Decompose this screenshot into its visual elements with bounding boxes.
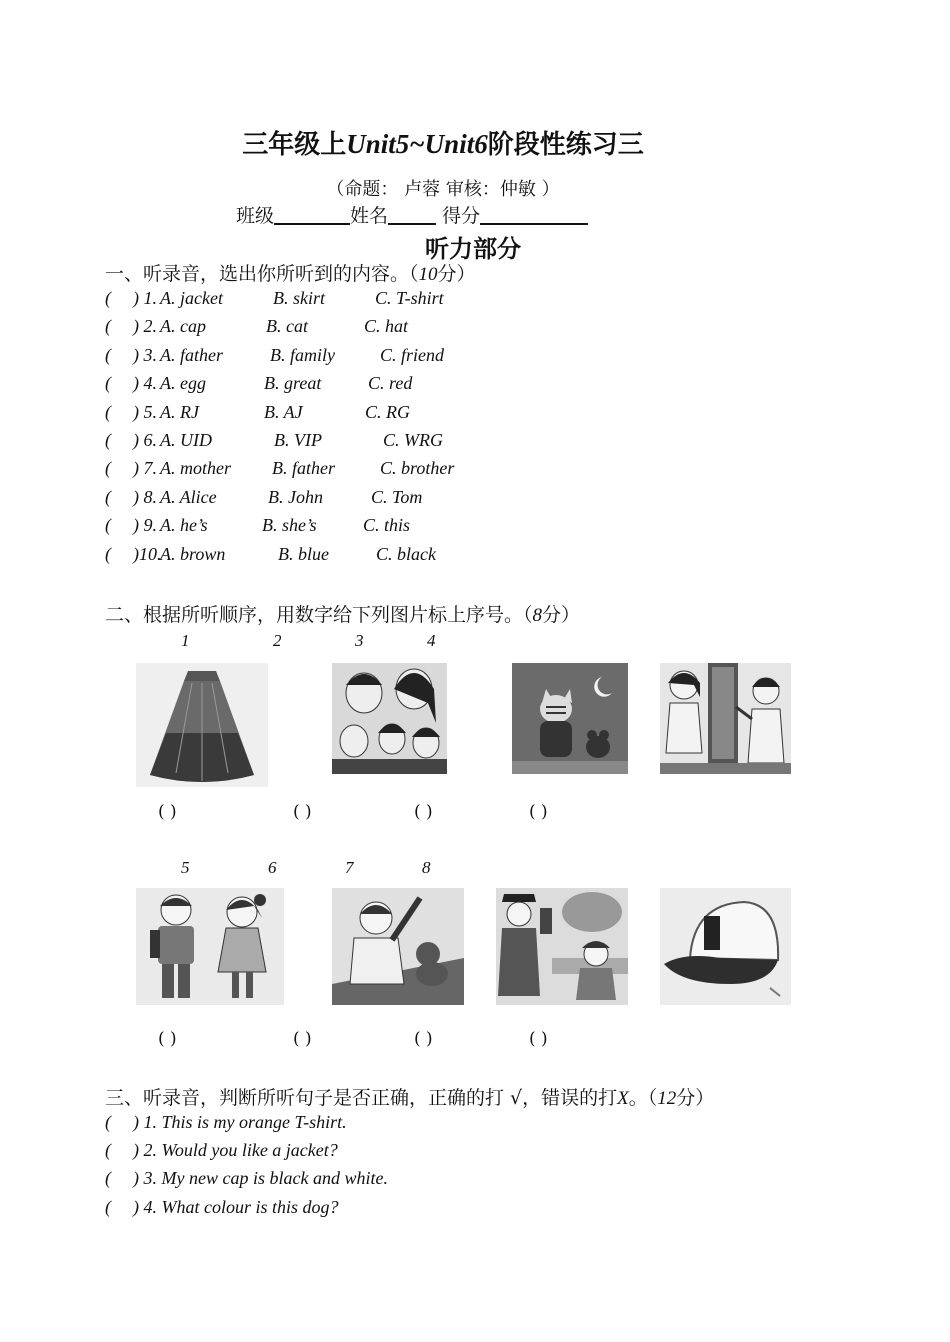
option-a: A. egg (160, 373, 206, 394)
option-b: B. family (270, 344, 335, 365)
answer-paren[interactable]: ( (105, 373, 111, 394)
option-c: C. this (363, 515, 411, 536)
skirt-picture (136, 663, 268, 787)
answer-paren[interactable]: ( (105, 288, 111, 308)
picture-number: 6 (268, 858, 277, 877)
picture-number: 7 (345, 858, 354, 877)
option-c: C. RG (365, 401, 410, 422)
answer-blank[interactable]: ( ) (414, 1029, 433, 1049)
name-blank[interactable] (388, 203, 436, 225)
section2-title: 二、根据所听顺序，用数字给下列图片标上序号。（8分） (105, 604, 581, 626)
question-number: ) 6. (133, 430, 157, 450)
answer-paren[interactable]: ( (105, 458, 111, 479)
question-number: ) 1. (133, 288, 157, 308)
option-a: A. Alice (160, 486, 217, 507)
page-title (0, 124, 886, 161)
picture-number: 8 (422, 858, 431, 877)
section1-title: 一、听录音，选出你所听到的内容。（10分） (105, 263, 476, 285)
option-c: C. hat (364, 316, 409, 337)
answer-paren[interactable]: ( (105, 344, 111, 365)
option-b: B. cat (266, 316, 308, 337)
title-suffix: 阶段性练习三 (487, 130, 644, 160)
people-greeting-icon (660, 663, 791, 774)
answer-blank[interactable]: ( ) (293, 802, 312, 822)
option-a: A. cap (160, 316, 206, 337)
option-b: B. VIP (274, 430, 322, 450)
question-number: ) 8. (133, 486, 157, 507)
answer-blank[interactable]: ( ) (293, 1029, 312, 1049)
sentence: ) 2. Would you like a jacket? (133, 1140, 338, 1160)
student-info-line (236, 201, 588, 228)
section3-score: 12 (657, 1088, 677, 1109)
question-number: ) 2. (133, 316, 157, 337)
option-a: A. mother (160, 458, 231, 479)
option-b: B. AJ (264, 401, 303, 422)
option-b: B. John (268, 486, 323, 507)
question-number: )10. (133, 543, 162, 564)
picture-number: 1 (181, 631, 190, 650)
answer-paren[interactable]: ( (105, 515, 111, 536)
listening-part-title: 听力部分 (425, 234, 521, 263)
option-b: B. blue (278, 543, 329, 564)
title-prefix: 三年级上 (242, 130, 347, 160)
man-and-boy-outdoors-picture (496, 888, 628, 1005)
option-c: C. T-shirt (375, 288, 444, 308)
score-label: 得分 (442, 205, 481, 227)
children-icon (136, 888, 284, 1005)
option-c: C. Tom (371, 486, 423, 507)
option-c: C. brother (380, 458, 455, 479)
cat-and-mouse-icon (512, 663, 628, 774)
answer-blank[interactable]: ( ) (158, 1029, 177, 1049)
man-and-monkey-picture (332, 888, 464, 1005)
section3-x-mark: X (617, 1088, 629, 1109)
friends-at-door-picture (660, 663, 791, 774)
answer-blank[interactable]: ( ) (414, 802, 433, 822)
boy-and-girl-picture (136, 888, 284, 1005)
option-a: A. UID (160, 430, 212, 450)
answer-paren[interactable]: ( (105, 1140, 111, 1160)
skirt-icon (136, 663, 268, 787)
title-units: Unit5~Unit6 (346, 129, 488, 159)
score-blank[interactable] (480, 203, 588, 225)
answer-blank[interactable]: ( ) (529, 1029, 548, 1049)
cap-picture (660, 888, 791, 1005)
option-c: C. red (368, 373, 413, 394)
answer-blank[interactable]: ( ) (529, 802, 548, 822)
question-number: ) 9. (133, 515, 157, 536)
option-b: B. she’s (262, 515, 317, 536)
option-a: A. RJ (160, 401, 199, 422)
sentence: ) 3. My new cap is black and white. (133, 1168, 388, 1188)
credits: （命题： 卢蓉 审核：仲敏 ） (326, 179, 560, 200)
picture-number: 2 (273, 631, 282, 650)
question-number: ) 4. (133, 373, 157, 394)
answer-paren[interactable]: ( (105, 430, 111, 450)
answer-blank[interactable]: ( ) (158, 802, 177, 822)
picture-number: 3 (355, 631, 364, 650)
answer-paren[interactable]: ( (105, 1112, 111, 1132)
answer-paren[interactable]: ( (105, 316, 111, 337)
section2-score: 8 (532, 605, 543, 626)
cap-icon (660, 888, 791, 1005)
answer-paren[interactable]: ( (105, 486, 111, 507)
option-c: C. black (376, 543, 436, 564)
option-b: B. skirt (273, 288, 325, 308)
sentence: ) 1. This is my orange T-shirt. (133, 1112, 347, 1132)
option-a: A. father (160, 344, 223, 365)
family-picture (332, 663, 447, 774)
answer-paren[interactable]: ( (105, 1197, 111, 1217)
option-c: C. WRG (383, 430, 443, 450)
question-number: ) 7. (133, 458, 157, 479)
man-monkey-icon (332, 888, 464, 1005)
option-c: C. friend (380, 344, 445, 365)
question-number: ) 5. (133, 401, 157, 422)
sentence: ) 4. What colour is this dog? (133, 1197, 339, 1217)
question-number: ) 3. (133, 344, 157, 365)
section1-score: 10 (418, 264, 438, 285)
picture-number: 4 (427, 631, 436, 650)
class-blank[interactable] (274, 203, 350, 225)
class-label: 班级 (236, 205, 275, 227)
section3-title: 三、听录音，判断所听句子是否正确，正确的打 √，错误的打X。（12分） (105, 1087, 715, 1109)
answer-paren[interactable]: ( (105, 1168, 111, 1188)
option-a: A. he’s (160, 515, 208, 536)
picture-number: 5 (181, 858, 190, 877)
name-label: 姓名 (350, 205, 389, 227)
option-b: B. father (272, 458, 335, 479)
option-b: B. great (264, 373, 322, 394)
night-animals-picture (512, 663, 628, 774)
answer-paren[interactable]: ( (105, 401, 111, 422)
option-a: A. jacket (160, 288, 223, 308)
man-boy-icon (496, 888, 628, 1005)
family-icon (332, 663, 447, 774)
option-a: A. brown (160, 543, 226, 564)
answer-paren[interactable]: ( (105, 543, 111, 564)
